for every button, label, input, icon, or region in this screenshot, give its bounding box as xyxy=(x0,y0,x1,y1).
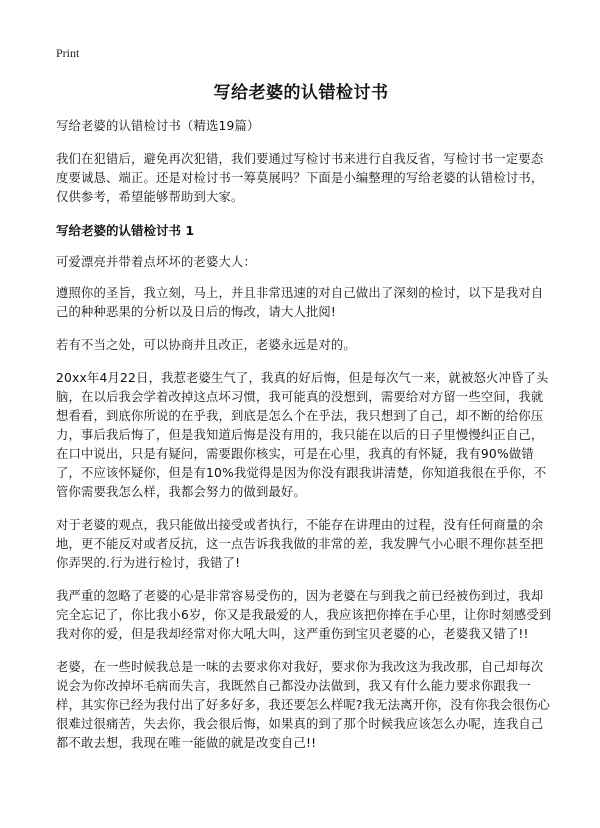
body-paragraph: 老婆，在一些时候我总是一味的去要求你对我好，要求你为我改这为我改那，自己却每次说会为你改掉坏毛病而失言，我既然自己都没办法做到，我又有什么能力要求你跟我一样，其实你已经为我付出了好多好多，我还要怎么样呢?我无法离开你，没有你我会很伤心很难过很痛苦，失去你，我会很后悔，如果真的到了那个时候我应该怎么办呢，连我自己都不敢去想，我现在唯一能做的就是改变自己!! xyxy=(56,660,551,750)
body-paragraph: 我严重的忽略了老婆的心是非常容易受伤的，因为老婆在与到我之前已经被伤到过，我却完全忘记了，你比我小6岁，你又是我最爱的人，我应该把你捧在手心里，让你时刻感受到我对你的爱，但是我却经常对你大吼大叫，这严重伤到宝贝老婆的心，老婆我又错了!! xyxy=(56,589,552,641)
body-paragraph: 遵照你的圣旨，我立刻，马上，并且非常迅速的对自己做出了深刻的检讨，以下是我对自己的种种恶果的分析以及日后的悔改，请大人批阅! xyxy=(56,286,544,319)
intro-paragraph: 我们在犯错后，避免再次犯错，我们要通过写检讨书来进行自我反省，写检讨书一定要态度要诚恳、端正。还是对检讨书一筹莫展吗？下面是小编整理的写给老婆的认错检讨书，仅供参考，希望能够帮助到大家。 xyxy=(56,152,544,204)
print-link[interactable]: Print xyxy=(56,46,80,60)
body-paragraph: 若有不当之处，可以协商并且改正，老婆永远是对的。 xyxy=(56,338,356,352)
article-subtitle: 写给老婆的认错检讨书（精选19篇） xyxy=(56,119,260,133)
page-title: 写给老婆的认错检讨书 xyxy=(213,83,389,103)
body-paragraph: 对于老婆的观点，我只能做出接受或者执行，不能存在讲理由的过程，没有任何商量的余地，更不能反对或者反抗，这一点告诉我我做的非常的差，我发脾气小心眼不理你甚至把你弄哭的.行为进行检讨，我错了! xyxy=(56,518,544,570)
body-paragraph: 20xx年4月22日，我惹老婆生气了，我真的好后悔，但是每次气一来，就被怒火冲昏了头脑，在以后我会学着改掉这点坏习惯，我可能真的没想到，需要给对方留一些空间，我就想看看，到底你所说的在乎我，到底是怎么个在乎法，我只想到了自己，却不断的给你压力，事后我后悔了，但是我知道后悔是没有用的，我只能在以后的日子里慢慢纠正自己，在口中说出，只是有疑问，需要跟你核实，可是在心里，我真的有怀疑，我有90%做错了，不应该怀疑你，但是有10%我觉得是因为你没有跟我讲清楚，你知道我很在乎你，不管你需要我怎么样，我都会努力的做到最好。 xyxy=(56,371,549,499)
letter-greeting: 可爱漂亮并带着点坏坏的老婆大人： xyxy=(56,255,256,269)
article-body xyxy=(56,117,552,767)
section-heading: 写给老婆的认错检讨书 1 xyxy=(56,223,195,238)
